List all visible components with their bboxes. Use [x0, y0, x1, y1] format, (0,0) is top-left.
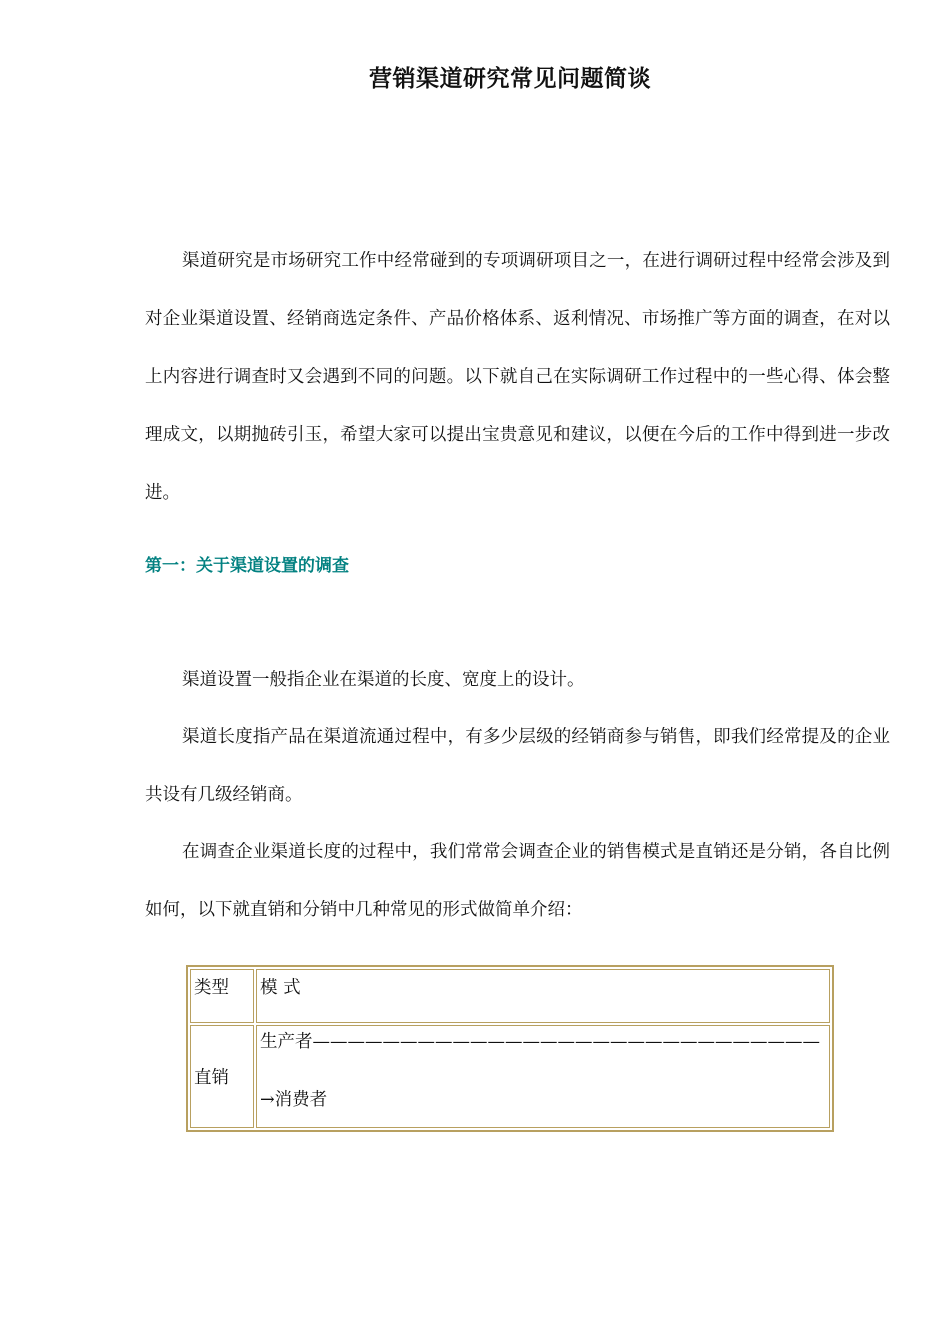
table-row	[190, 1025, 830, 1128]
sales-mode-table	[186, 965, 834, 1132]
row-mode-cell	[256, 1025, 830, 1128]
flow-consumer-end: →消费者	[260, 1090, 328, 1110]
table-header-row	[190, 969, 830, 1023]
section-paragraph-2: 渠道长度指产品在渠道流通过程中，有多少层级的经销商参与销售，即我们经常提及的企业共设有几级经销商。	[145, 727, 890, 805]
header-type-cell: 类型	[190, 969, 254, 1023]
header-mode-cell: 模 式	[256, 969, 830, 1023]
section-paragraph-1: 渠道设置一般指企业在渠道的长度、宽度上的设计。	[182, 670, 585, 690]
section-paragraph-3: 在调查企业渠道长度的过程中，我们常常会调查企业的销售模式是直销还是分销，各自比例如何，以下就直销和分销中几种常见的形式做简单介绍：	[145, 842, 890, 920]
document-title: 营销渠道研究常见问题简谈	[369, 66, 651, 92]
intro-paragraph: 渠道研究是市场研究工作中经常碰到的专项调研项目之一，在进行调研过程中经常会涉及到对企业渠道设置、经销商选定条件、产品价格体系、返利情况、市场推广等方面的调查，在对以上内容进行调查时又会遇到不同的问题。以下就自己在实际调研工作过程中的一些心得、体会整理成文，以期抛砖引玉，希望大家可以提出宝贵意见和建议，以便在今后的工作中得到进一步改进。	[145, 251, 890, 503]
section-heading: 第一：关于渠道设置的调查	[145, 556, 349, 576]
flow-producer-line: 生产者—————————————————————————————	[260, 1032, 820, 1052]
sales-mode-grid	[188, 967, 832, 1130]
row-type-cell: 直销	[190, 1025, 254, 1128]
